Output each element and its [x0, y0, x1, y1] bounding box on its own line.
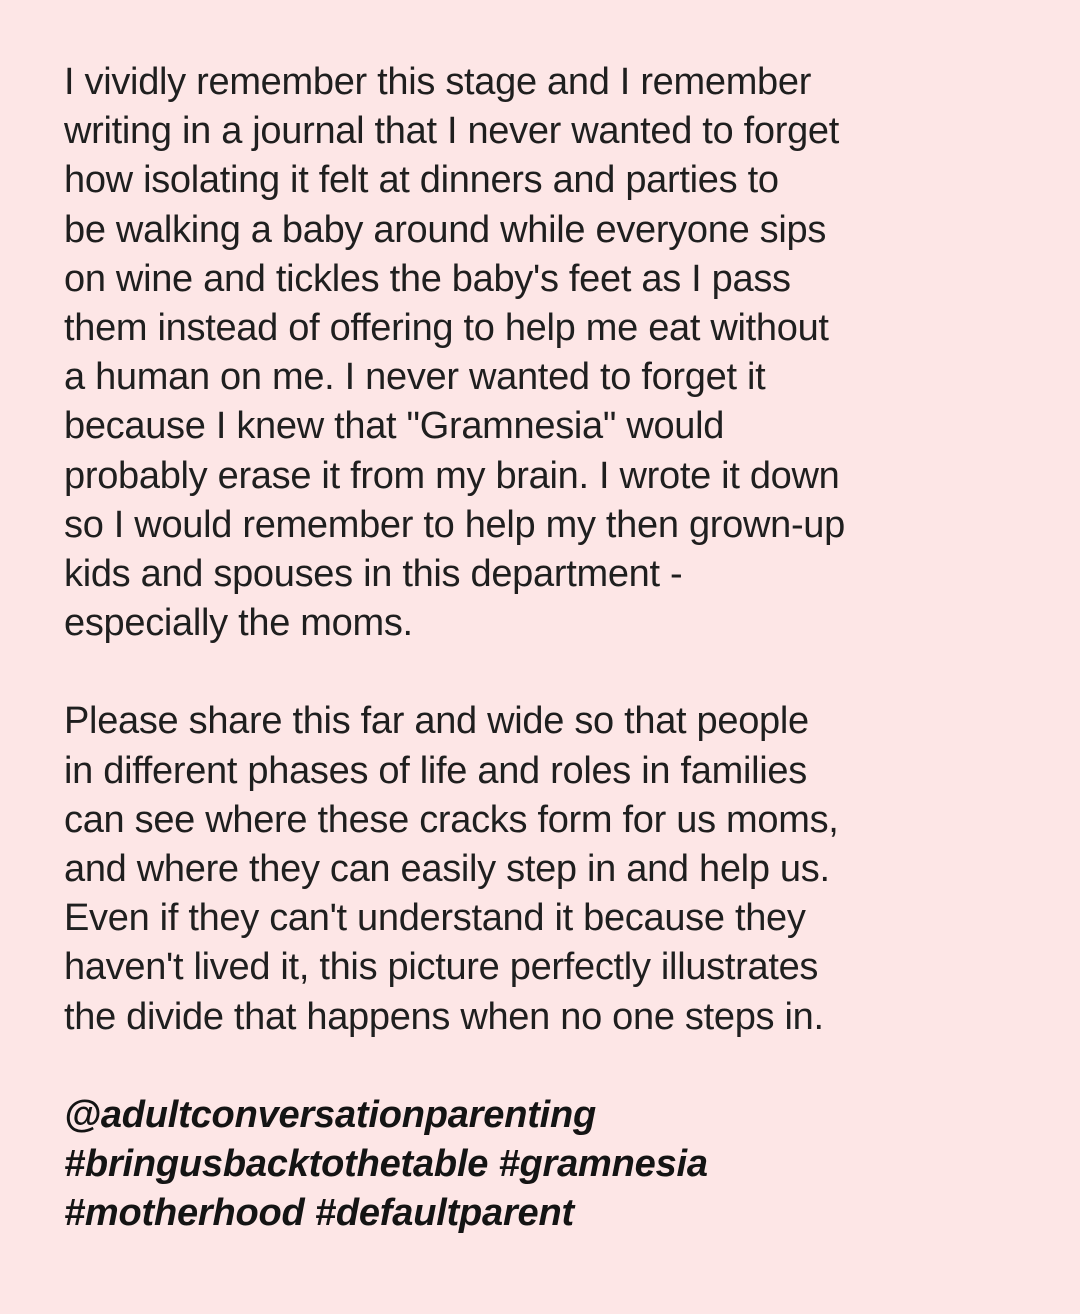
paragraph-share: [64, 697, 1040, 1041]
text-line: them instead of offering to help me eat without: [64, 307, 829, 350]
hashtag-line: #bringusbacktothetable #gramnesia: [64, 1143, 708, 1186]
text-line: so I would remember to help my then grown-up: [64, 503, 845, 546]
hashtag-line: #motherhood #defaultparent: [64, 1192, 574, 1235]
text-line: haven't lived it, this picture perfectly illustrates: [64, 946, 819, 989]
text-line: Please share this far and wide so that people: [64, 700, 809, 743]
text-line: a human on me. I never wanted to forget it: [64, 356, 766, 399]
text-line: the divide that happens when no one steps in.: [64, 995, 824, 1038]
text-line: I vividly remember this stage and I remember: [64, 61, 812, 103]
text-line: Even if they can't understand it because they: [64, 897, 806, 940]
text-line: especially the moms.: [64, 602, 413, 645]
hashtags-block: [64, 1091, 1040, 1239]
text-line: writing in a journal that I never wanted to forget: [64, 110, 840, 153]
text-line: can see where these cracks form for us moms,: [64, 798, 839, 841]
text-line: because I knew that "Gramnesia" would: [64, 405, 725, 448]
text-line: how isolating it felt at dinners and parties to: [64, 159, 779, 202]
text-line: kids and spouses in this department -: [64, 553, 683, 596]
mention-handle: @adultconversationparenting: [64, 1093, 597, 1136]
text-line: and where they can easily step in and help us.: [64, 848, 830, 891]
text-line: on wine and tickles the baby's feet as I pass: [64, 257, 791, 300]
text-line: in different phases of life and roles in families: [64, 749, 807, 792]
paragraph-memory: [64, 58, 1040, 648]
text-line: probably erase it from my brain. I wrote it down: [64, 454, 840, 497]
text-line: be walking a baby around while everyone sips: [64, 208, 827, 251]
